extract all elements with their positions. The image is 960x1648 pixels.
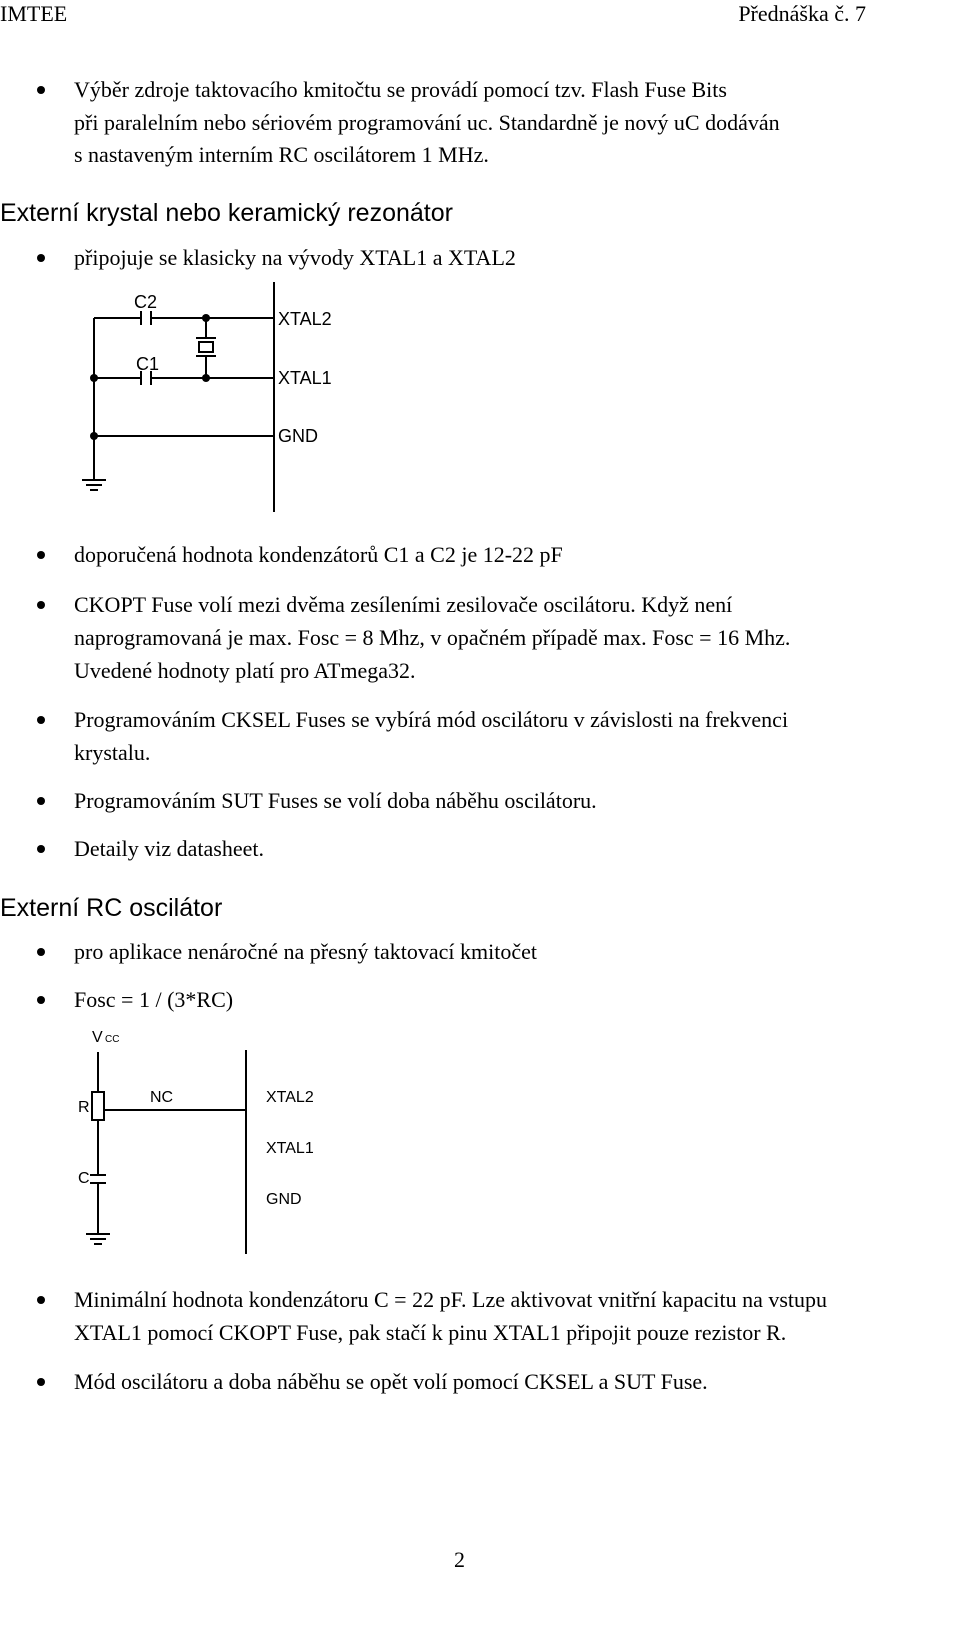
vcc-label-sub: CC: [105, 1034, 120, 1045]
xtal1-label: XTAL1: [278, 368, 332, 388]
bullet-text: Uvedené hodnoty platí pro ATmega32.: [74, 658, 416, 683]
r-label: R: [78, 1099, 90, 1116]
bullet-text: krystalu.: [74, 740, 151, 765]
section-heading: Externí krystal nebo keramický rezonátor: [0, 199, 453, 227]
bullet-dot: [37, 996, 45, 1004]
nc-label: NC: [150, 1089, 174, 1106]
bullet-text: naprogramovaná je max. Fosc = 8 Mhz, v opačném případě max. Fosc = 16 Mhz.: [74, 625, 791, 650]
intro-line: Výběr zdroje taktovacího kmitočtu se provádí pomocí tzv. Flash Fuse Bits: [74, 77, 727, 102]
bullet-dot: [37, 1378, 45, 1386]
bullet-dot: [37, 1296, 45, 1304]
intro-line: při paralelním nebo sériovém programování uc. Standardně je nový uC dodáván: [74, 110, 780, 135]
c1-label: C1: [136, 354, 160, 374]
crystal-oscillator-diagram: [70, 280, 370, 520]
c2-label: C2: [134, 292, 158, 312]
bullet-dot: [37, 948, 45, 956]
bullet-text: pro aplikace nenáročné na přesný taktovací kmitočet: [74, 939, 538, 964]
bullet-text: XTAL1 pomocí CKOPT Fuse, pak stačí k pinu XTAL1 připojit pouze rezistor R.: [74, 1320, 787, 1345]
intro-line: s nastaveným interním RC oscilátorem 1 MHz.: [74, 142, 489, 167]
bullet-text: Mód oscilátoru a doba náběhu se opět volí pomocí CKSEL a SUT Fuse.: [74, 1369, 708, 1394]
xtal2-label: XTAL2: [278, 309, 332, 329]
gnd-label: GND: [266, 1191, 302, 1208]
bullet-dot: [37, 254, 45, 262]
bullet-dot: [37, 86, 45, 94]
xtal1-label: XTAL1: [266, 1140, 314, 1157]
bullet-text: Fosc = 1 / (3*RC): [74, 987, 234, 1012]
bullet-text: Programováním CKSEL Fuses se vybírá mód oscilátoru v závislosti na frekvenci: [74, 707, 789, 732]
section-heading: Externí RC oscilátor: [0, 894, 223, 922]
rc-oscillator-diagram: [70, 1022, 350, 1262]
c-label: C: [78, 1170, 90, 1187]
bullet-dot: [37, 716, 45, 724]
bullet-dot: [37, 797, 45, 805]
bullet-dot: [37, 845, 45, 853]
vcc-label-v: V: [92, 1029, 103, 1046]
header-right: Přednáška č. 7: [738, 1, 866, 26]
bullet-text: připojuje se klasicky na vývody XTAL1 a XTAL2: [74, 245, 516, 270]
bullet-dot: [37, 601, 45, 609]
page-number: 2: [454, 1547, 465, 1572]
bullet-text: CKOPT Fuse volí mezi dvěma zesíleními zesilovače oscilátoru. Když není: [74, 592, 733, 617]
gnd-label: GND: [278, 426, 318, 446]
bullet-text: doporučená hodnota kondenzátorů C1 a C2 je 12-22 pF: [74, 542, 563, 567]
xtal2-label: XTAL2: [266, 1089, 314, 1106]
bullet-dot: [37, 551, 45, 559]
bullet-text: Detaily viz datasheet.: [74, 836, 264, 861]
bullet-text: Programováním SUT Fuses se volí doba náběhu oscilátoru.: [74, 788, 597, 813]
header-left: IMTEE: [0, 1, 68, 26]
bullet-text: Minimální hodnota kondenzátoru C = 22 pF. Lze aktivovat vnitřní kapacitu na vstupu: [74, 1287, 828, 1312]
